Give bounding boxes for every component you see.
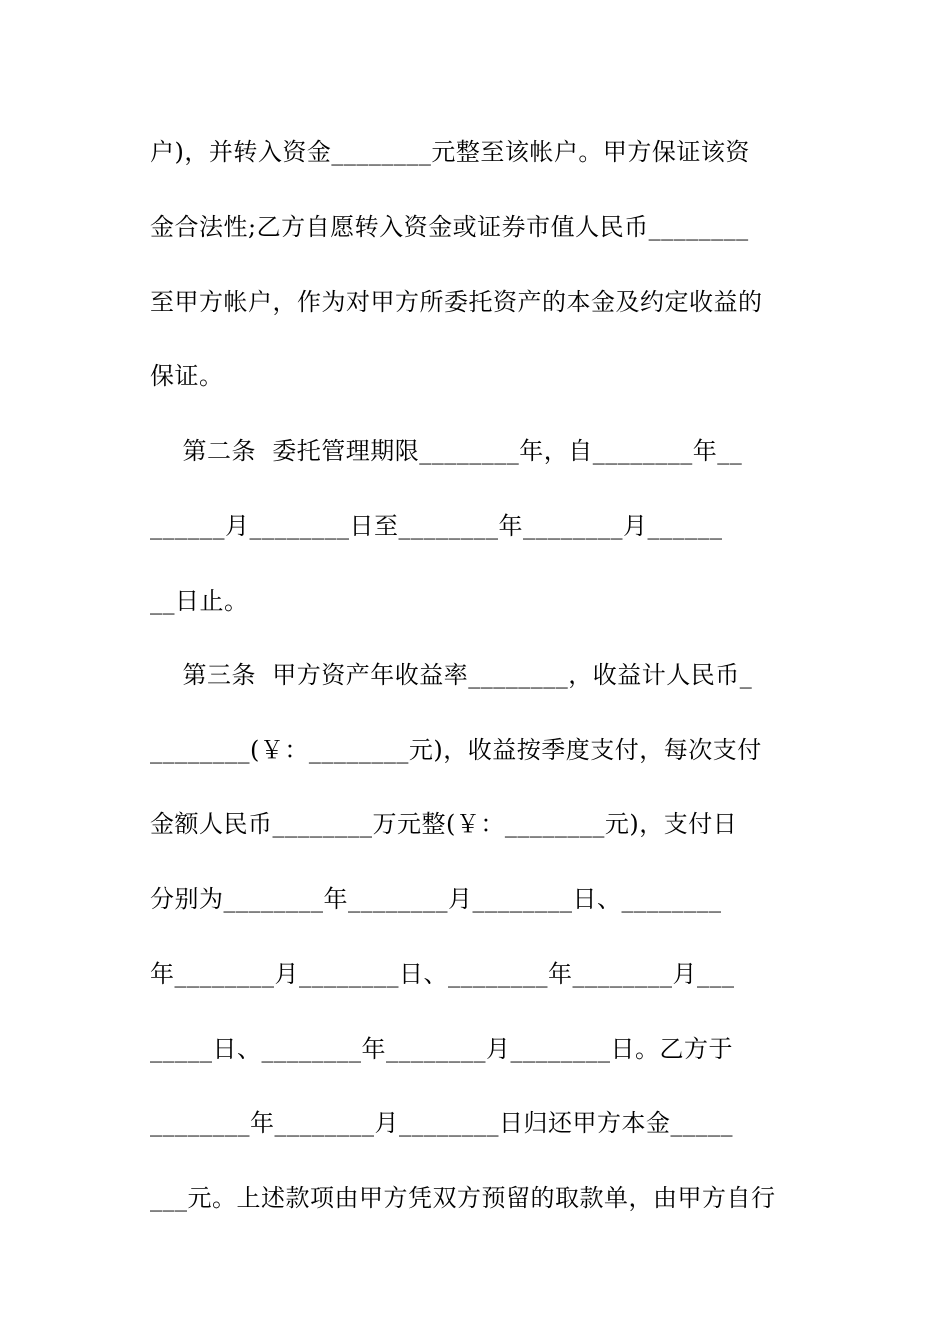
document-line: 分别为________年________月________日、________ [150, 885, 722, 913]
document-line: 至甲方帐户，作为对甲方所委托资产的本金及约定收益的 [150, 288, 763, 316]
document-line: 保证。 [150, 362, 224, 390]
document-line: _____日、________年________月________日。乙方于 [150, 1035, 733, 1063]
document-line: ________(￥：________元)，收益按季度支付，每次支付 [150, 736, 762, 764]
document-line: 第三条 甲方资产年收益率________，收益计人民币_ [150, 661, 753, 689]
document-line: 第二条 委托管理期限________年，自________年__ [150, 437, 743, 465]
document-line: 户)，并转入资金________元整至该帐户。甲方保证该资 [150, 138, 750, 166]
document-line: ________年________月________日归还甲方本金_____ [150, 1109, 733, 1137]
document-line: 年________月________日、________年________月___ [150, 960, 735, 988]
document-line: 金额人民币________万元整(￥：________元)，支付日 [150, 810, 738, 838]
document-line: ___元。上述款项由甲方凭双方预留的取款单，由甲方自行 [150, 1184, 776, 1212]
document-line: ______月________日至________年________月______ [150, 512, 723, 540]
document-line: __日止。 [150, 587, 249, 615]
document-line: 金合法性;乙方自愿转入资金或证券市值人民币________ [150, 213, 749, 241]
